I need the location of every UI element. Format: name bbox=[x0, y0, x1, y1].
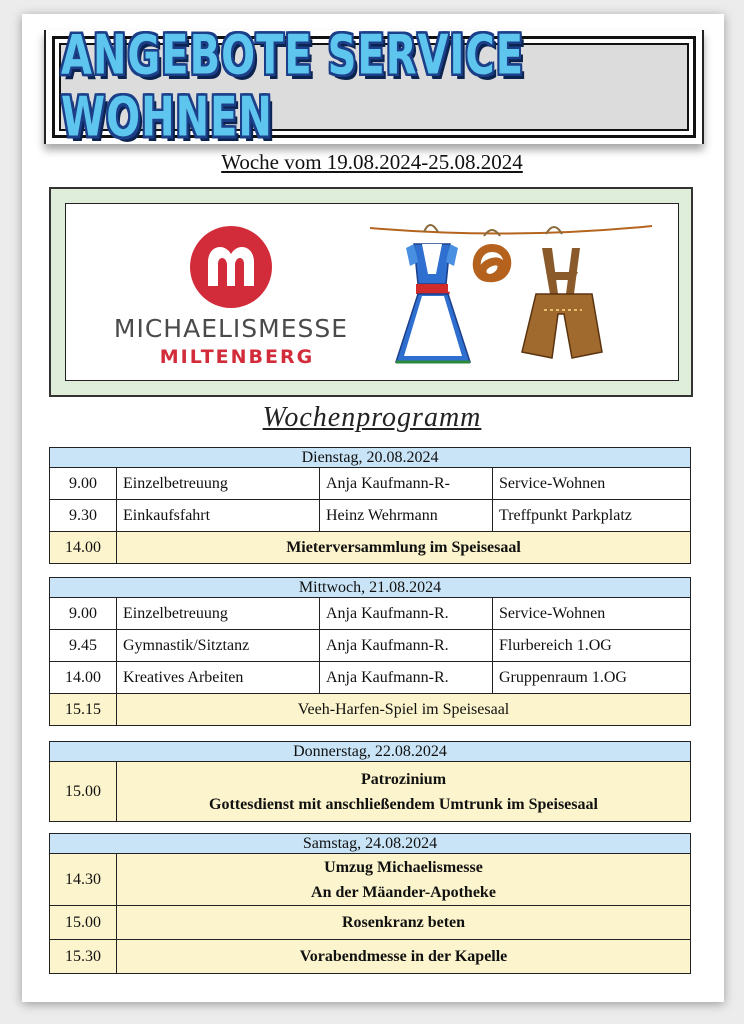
event-line-1: Patrozinium bbox=[360, 770, 447, 788]
place-cell: Service-Wohnen bbox=[493, 598, 691, 630]
page-title: ANGEBOTE SERVICE WOHNEN bbox=[61, 24, 525, 150]
event-cell: Veeh-Harfen-Spiel im Speisesaal bbox=[117, 694, 691, 726]
place-cell: Treffpunkt Parkplatz bbox=[493, 500, 691, 532]
logo-city: MILTENBERG bbox=[159, 346, 315, 368]
place-cell: Gruppenraum 1.OG bbox=[493, 662, 691, 694]
highlight-row bbox=[50, 694, 691, 726]
event-cell bbox=[117, 762, 691, 822]
activity-cell: Einzelbetreuung bbox=[117, 598, 320, 630]
table-row bbox=[50, 500, 691, 532]
michaelismesse-logo bbox=[96, 222, 356, 372]
time-cell: 14.00 bbox=[50, 662, 117, 694]
place-cell: Flurbereich 1.OG bbox=[493, 630, 691, 662]
time-cell: 15.15 bbox=[50, 694, 117, 726]
table-row bbox=[50, 468, 691, 500]
activity-cell: Einzelbetreuung bbox=[117, 468, 320, 500]
section-title: Wochenprogramm bbox=[262, 402, 482, 433]
event-cell: Mieterversammlung im Speisesaal bbox=[117, 532, 691, 564]
time-cell: 9.00 bbox=[50, 468, 117, 500]
highlight-row bbox=[50, 762, 691, 822]
image-panel bbox=[49, 187, 693, 397]
event-cell: Vorabendmesse in der Kapelle bbox=[117, 940, 691, 974]
person-cell: Anja Kaufmann-R. bbox=[320, 662, 493, 694]
day-table-dienstag bbox=[49, 447, 691, 564]
day-heading: Samstag, 24.08.2024 bbox=[50, 834, 691, 854]
event-line-1: Umzug Michaelismesse bbox=[324, 858, 483, 876]
highlight-row bbox=[50, 854, 691, 906]
time-cell: 14.30 bbox=[50, 854, 117, 906]
highlight-row bbox=[50, 940, 691, 974]
highlight-row bbox=[50, 906, 691, 940]
day-heading: Dienstag, 20.08.2024 bbox=[50, 448, 691, 468]
dirndl-lederhosen-illustration-icon bbox=[366, 214, 656, 372]
day-heading: Mittwoch, 21.08.2024 bbox=[50, 578, 691, 598]
time-cell: 9.00 bbox=[50, 598, 117, 630]
activity-cell: Gymnastik/Sitztanz bbox=[117, 630, 320, 662]
day-table-mittwoch bbox=[49, 577, 691, 726]
m-heart-logo-icon bbox=[188, 224, 274, 310]
day-table-samstag bbox=[49, 833, 691, 974]
person-cell: Anja Kaufmann-R. bbox=[320, 598, 493, 630]
time-cell: 15.00 bbox=[50, 762, 117, 822]
event-cell: Rosenkranz beten bbox=[117, 906, 691, 940]
week-range: Woche vom 19.08.2024-25.08.2024 bbox=[221, 150, 523, 174]
event-line-2: Gottesdienst mit anschließendem Umtrunk im Speisesaal bbox=[209, 795, 598, 813]
time-cell: 15.00 bbox=[50, 906, 117, 940]
time-cell: 15.30 bbox=[50, 940, 117, 974]
table-row bbox=[50, 630, 691, 662]
day-heading: Donnerstag, 22.08.2024 bbox=[50, 742, 691, 762]
place-cell: Service-Wohnen bbox=[493, 468, 691, 500]
event-cell bbox=[117, 854, 691, 906]
person-cell: Anja Kaufmann-R. bbox=[320, 630, 493, 662]
time-cell: 14.00 bbox=[50, 532, 117, 564]
activity-cell: Kreatives Arbeiten bbox=[117, 662, 320, 694]
activity-cell: Einkaufsfahrt bbox=[117, 500, 320, 532]
event-line-2: An der Mäander-Apotheke bbox=[311, 883, 496, 901]
person-cell: Heinz Wehrmann bbox=[320, 500, 493, 532]
highlight-row bbox=[50, 532, 691, 564]
person-cell: Anja Kaufmann-R- bbox=[320, 468, 493, 500]
time-cell: 9.45 bbox=[50, 630, 117, 662]
day-table-donnerstag bbox=[49, 741, 691, 822]
table-row bbox=[50, 598, 691, 630]
title-banner bbox=[44, 24, 704, 150]
time-cell: 9.30 bbox=[50, 500, 117, 532]
table-row bbox=[50, 662, 691, 694]
logo-name: MICHAELISMESSE bbox=[113, 314, 349, 343]
